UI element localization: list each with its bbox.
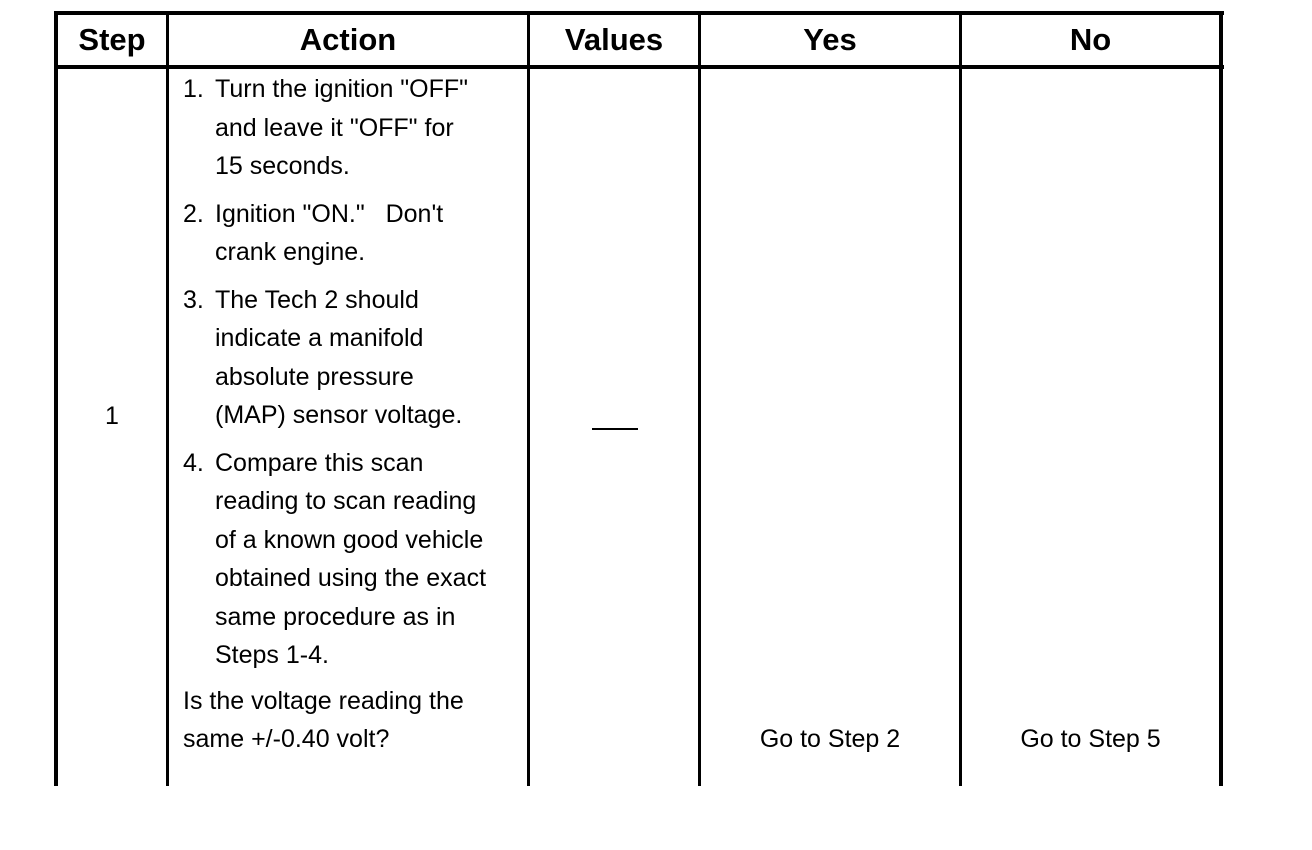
action-step-3-line: indicate a manifold	[215, 324, 424, 352]
action-step-1	[183, 70, 523, 186]
action-question-line: Is the voltage reading the	[183, 686, 464, 715]
action-step-3	[183, 281, 523, 435]
action-step-2	[183, 195, 523, 272]
action-step-4-line: of a known good vehicle	[215, 525, 484, 554]
action-step-1-line: Turn the ignition "OFF"	[215, 75, 469, 103]
action-step-4-line: obtained using the exact	[215, 564, 487, 592]
action-question-line: same +/-0.40 volt?	[183, 725, 390, 753]
action-step-4	[183, 444, 523, 675]
action-step-4-line: Compare this scan	[215, 448, 424, 477]
action-question	[183, 682, 523, 759]
yes-outcome: Go to Step 2	[759, 725, 901, 753]
header-no: No	[1069, 22, 1112, 57]
action-step-3-line: The Tech 2 should	[215, 285, 419, 314]
action-step-1-line: and leave it "OFF" for	[215, 113, 454, 142]
column-divider-yes-no	[959, 11, 962, 786]
column-divider-step-action	[166, 11, 169, 786]
action-step-4-line: reading to scan reading	[215, 487, 477, 515]
action-step-1-number: 1.	[183, 75, 204, 103]
action-step-2-number: 2.	[183, 199, 204, 228]
action-step-2-line: Ignition "ON." Don't	[215, 199, 444, 228]
action-step-4-number: 4.	[183, 448, 204, 477]
action-step-4-line: same procedure as in	[215, 602, 456, 631]
column-divider-action-values	[527, 11, 530, 786]
action-step-4-line: Steps 1-4.	[215, 641, 329, 669]
column-divider-values-yes	[698, 11, 701, 786]
step-number: 1	[105, 402, 119, 430]
action-cell	[183, 70, 523, 759]
no-outcome: Go to Step 5	[1020, 725, 1161, 753]
header-yes: Yes	[803, 22, 857, 57]
action-step-3-line: absolute pressure	[215, 362, 414, 391]
action-step-1-line: 15 seconds.	[215, 152, 350, 180]
action-step-2-line: crank engine.	[215, 238, 366, 266]
values-dash	[592, 428, 638, 430]
action-step-3-line: (MAP) sensor voltage.	[215, 401, 463, 429]
header-action: Action	[299, 22, 397, 57]
table-right-border	[1219, 11, 1223, 786]
header-values: Values	[564, 22, 664, 57]
header-step: Step	[78, 22, 146, 57]
action-step-3-number: 3.	[183, 285, 204, 314]
